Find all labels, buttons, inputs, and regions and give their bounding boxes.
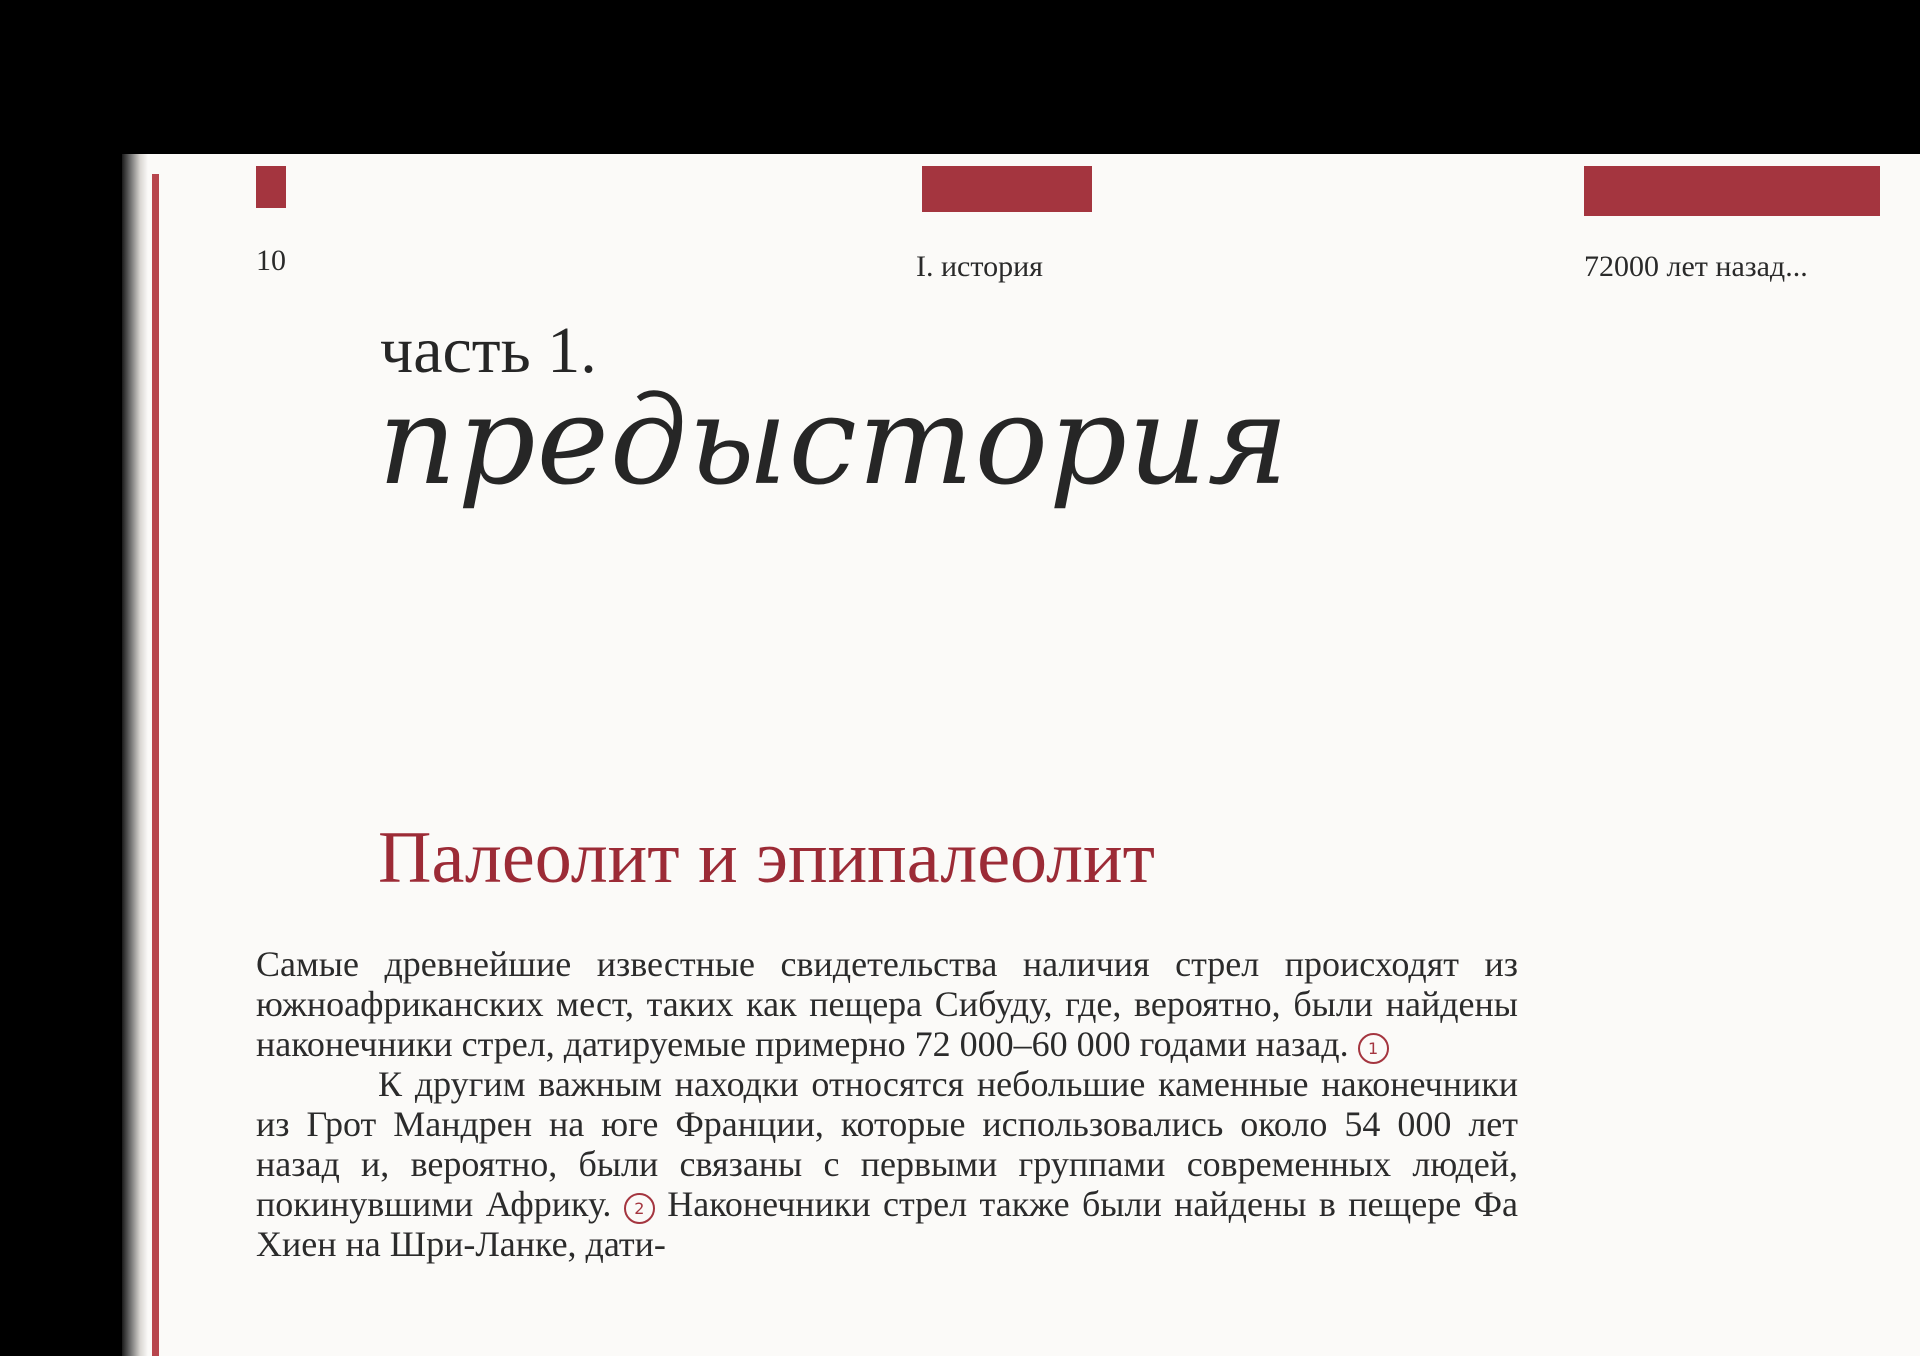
chapter-header: I. история — [916, 250, 1043, 283]
body-text — [256, 944, 1518, 1264]
book-spine-shadow — [122, 154, 148, 1356]
part-title: предыстория — [378, 370, 1290, 512]
header-mark-center — [922, 166, 1092, 212]
running-title: 72000 лет назад... — [1584, 250, 1808, 283]
part-label: часть 1. — [380, 314, 597, 387]
paragraph-text-continued: Наконечники стрел также были найдены в пещере Фа Хиен на Шри-Ланке, дати- — [256, 1184, 1519, 1264]
header-mark-left — [256, 166, 286, 208]
paragraph — [256, 944, 1518, 1064]
paragraph-text: Самые древнейшие известные свидетельства наличия стрел происходят из южноафриканских мест, таких как пещера Сибуду, где, вероятно, были найдены наконечники стрел, датируемые примерно 72 000–60 000 годами назад. — [256, 944, 1518, 1064]
paragraph-text: К другим важным находки относятся небольшие каменные наконечники из Грот Мандрен на юге Франции, которые использовались около 54 000 лет назад и, вероятно, были связаны с первыми группами современных людей, покинувшими Африку. — [256, 1064, 1518, 1224]
spine-red-stripe — [152, 174, 159, 1356]
section-title: Палеолит и эпипалеолит — [378, 817, 1155, 899]
paragraph — [256, 1064, 1518, 1264]
footnote-ref-icon[interactable]: 1 — [1358, 1033, 1389, 1064]
header-mark-right — [1584, 166, 1880, 216]
footnote-ref-icon[interactable]: 2 — [624, 1193, 655, 1224]
page-number: 10 — [256, 244, 286, 277]
